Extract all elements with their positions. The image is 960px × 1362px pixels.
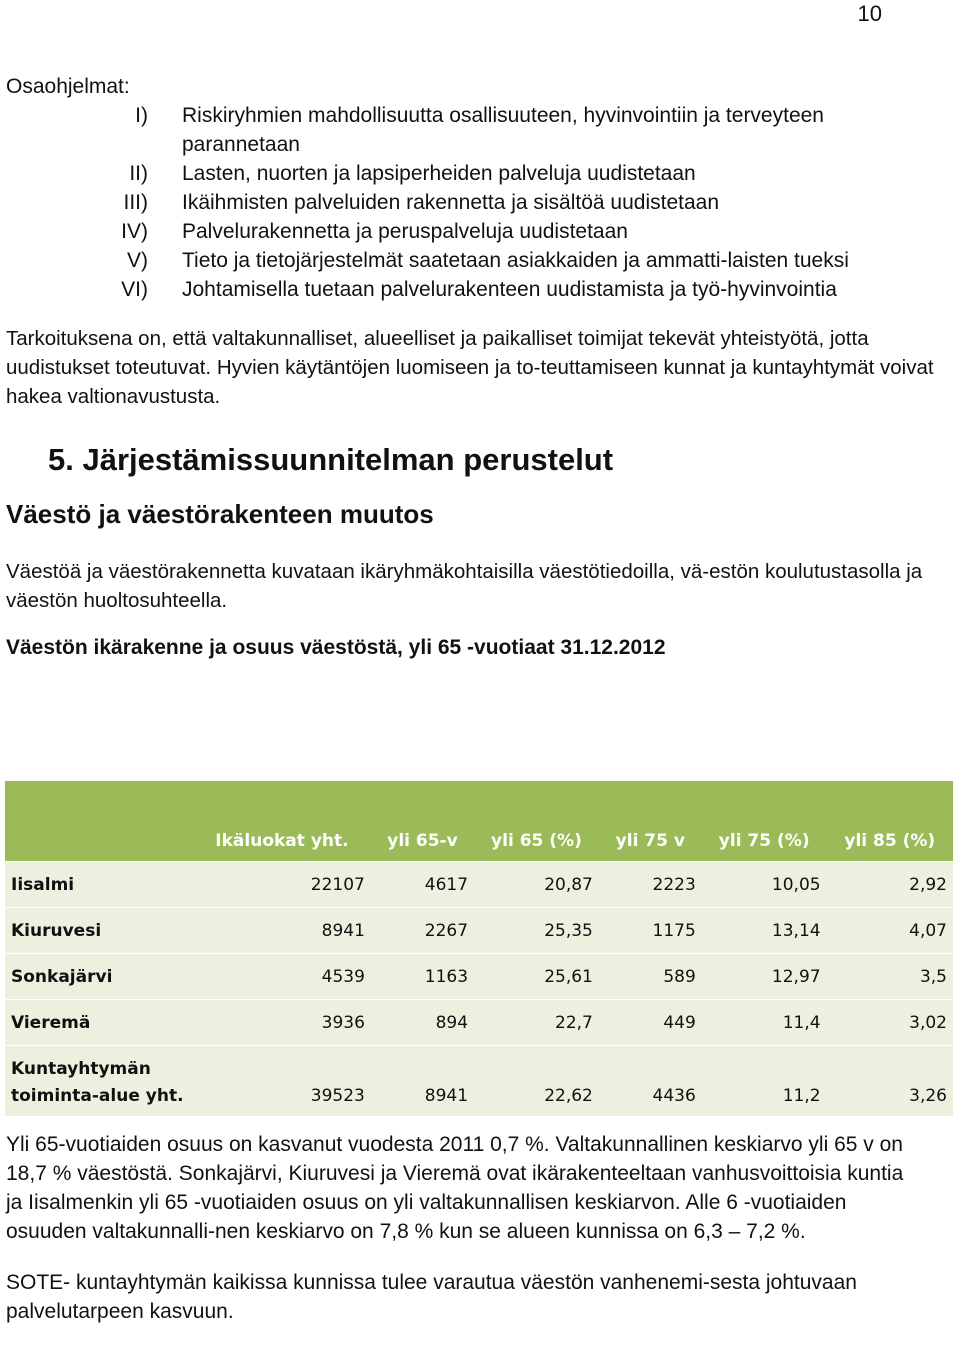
subprograms-list [6,101,951,304]
list-item-number: V) [127,249,148,272]
list-item [6,217,951,246]
over85-pct-cell: 3,26 [827,1046,953,1117]
table-header-row [5,781,953,862]
list-item [6,159,951,188]
list-item-text: Johtamisella tuetaan palvelurakenteen uudistamista ja työ-hyvinvointia [182,278,837,301]
over65-cell: 894 [371,1000,474,1046]
over75-pct-cell: 11,4 [702,1000,827,1046]
list-item-number: II) [129,162,148,185]
municipality-cell: Kiuruvesi [5,908,193,954]
over65-pct-cell: 22,62 [474,1046,599,1117]
municipality-cell: Kuntayhtymän toiminta-alue yht. [5,1046,193,1117]
over85-pct-cell: 3,02 [827,1000,953,1046]
list-item [6,246,951,275]
over75-pct-cell: 10,05 [702,862,827,908]
municipality-cell: Iisalmi [5,862,193,908]
list-item-text: Tieto ja tietojärjestelmät saatetaan asiakkaiden ja ammatti-laisten tueksi [182,249,849,272]
list-item-number: I) [135,104,148,127]
section-heading: 5. Järjestämissuunnitelman perustelut [48,442,614,477]
over65-cell: 4617 [371,862,474,908]
over75-pct-cell: 11,2 [702,1046,827,1117]
municipality-cell: Sonkajärvi [5,954,193,1000]
list-item-number: VI) [121,278,148,301]
over65-pct-cell: 25,61 [474,954,599,1000]
total-cell: 4539 [193,954,371,1000]
page-number: 10 [857,1,882,26]
paragraph-service-needs: SOTE- kuntayhtymän kaikissa kunnissa tulee varautua väestön vanhenemi-sesta johtuvaan palvelutarpeen kasvuun. [6,1271,857,1323]
paragraph-age-structure: Yli 65-vuotiaiden osuus on kasvanut vuodesta 2011 0,7 %. Valtakunnallinen keskiarvo yli 65 v on 18,7 % väestöstä. Sonkajärvi, Kiuruvesi ja Vieremä ovat ikärakenteeltaan vanhusvoittoisia kuntia ja Iisalmenkin yli 65 -vuotiaiden osuus on yli valtakunnallisen keskiarvon. Alle 6 -vuotiaiden osuuden valtakunnalli-nen keskiarvo on 7,8 % kun se alueen kunnissa on 6,3 – 7,2 %. [6,1133,904,1243]
paragraph-population: Väestöä ja väestörakennetta kuvataan ikäryhmäkohtaisilla väestötiedoilla, vä-estön koulutustasolla ja väestön huoltosuhteella. [6,560,923,612]
list-item-text: Palvelurakennetta ja peruspalveluja uudistetaan [182,220,628,243]
column-header: Ikäluokat yht. [193,781,371,862]
over75-cell: 1175 [599,908,702,954]
column-header [5,781,193,862]
list-item [6,275,951,304]
population-table [5,781,953,1116]
subprograms-title: Osaohjelmat: [6,75,130,98]
over75-cell: 449 [599,1000,702,1046]
over65-cell: 1163 [371,954,474,1000]
total-cell: 22107 [193,862,371,908]
over75-cell: 4436 [599,1046,702,1117]
list-item [6,188,951,217]
column-header: yli 75 v [599,781,702,862]
document-body-continued [6,1130,906,1326]
table-row [5,954,953,1000]
total-cell: 3936 [193,1000,371,1046]
subheading: Väestö ja väestörakenteen muutos [6,499,434,529]
document-body [6,72,951,663]
list-item-number: IV) [121,220,148,243]
list-item-number: III) [123,191,148,214]
over85-pct-cell: 2,92 [827,862,953,908]
over65-pct-cell: 25,35 [474,908,599,954]
list-item [6,101,951,159]
over75-cell: 2223 [599,862,702,908]
table-row [5,862,953,908]
list-item-text: Lasten, nuorten ja lapsiperheiden palveluja uudistetaan [182,162,696,185]
table-row [5,908,953,954]
over65-pct-cell: 22,7 [474,1000,599,1046]
column-header: yli 75 (%) [702,781,827,862]
table-row [5,1000,953,1046]
over65-cell: 2267 [371,908,474,954]
column-header: yli 85 (%) [827,781,953,862]
table-row-total [5,1046,953,1117]
list-item-text: Riskiryhmien mahdollisuutta osallisuuteen, hyvinvointiin ja terveyteen parannetaan [182,104,824,156]
total-cell: 39523 [193,1046,371,1117]
list-item-text: Ikäihmisten palveluiden rakennetta ja sisältöä uudistetaan [182,191,720,214]
column-header: yli 65 (%) [474,781,599,862]
over75-pct-cell: 13,14 [702,908,827,954]
over75-cell: 589 [599,954,702,1000]
column-header: yli 65-v [371,781,474,862]
over85-pct-cell: 3,5 [827,954,953,1000]
paragraph-purpose: Tarkoituksena on, että valtakunnalliset, alueelliset ja paikalliset toimijat tekevät yhteistyötä, jotta uudistukset toteutuvat. Hyvien käytäntöjen luomiseen ja to-teuttamiseen kunnat ja kuntayhtymät voivat hakea valtionavustusta. [6,327,934,408]
over65-cell: 8941 [371,1046,474,1117]
over75-pct-cell: 12,97 [702,954,827,1000]
over85-pct-cell: 4,07 [827,908,953,954]
over65-pct-cell: 20,87 [474,862,599,908]
total-cell: 8941 [193,908,371,954]
municipality-cell: Vieremä [5,1000,193,1046]
table-title: Väestön ikärakenne ja osuus väestöstä, yli 65 -vuotiaat 31.12.2012 [6,636,666,659]
